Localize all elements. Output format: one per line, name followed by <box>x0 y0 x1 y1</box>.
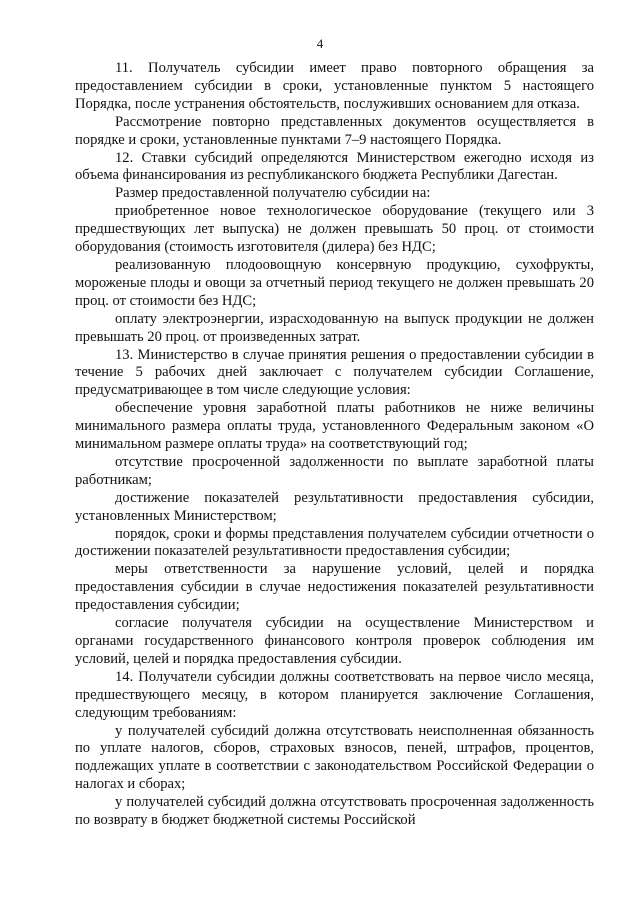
paragraph-budget-debt: у получателей субсидий должна отсутствовать просроченная задолженность по возврату в бюджет бюджетной системы Российской <box>75 794 594 829</box>
paragraph-reporting: порядок, сроки и формы представления получателем субсидии отчетности о достижении показателей результативности предоставления субсидии; <box>75 525 594 560</box>
paragraph-products: реализованную плодоовощную консервную продукцию, сухофрукты, мороженые плоды и овощи за отчетный период текущего не должен превышать 20 проц. от стоимости без НДС; <box>75 256 594 309</box>
paragraph-tax-obligation: у получателей субсидий должна отсутствовать неисполненная обязанность по уплате налогов, сборов, страховых взносов, пеней, штрафов, процентов, подлежащих уплате в соответствии с законодательством Российской Федерации о налогах и сборах; <box>75 722 594 793</box>
paragraph-11: 11. Получатель субсидии имеет право повторного обращения за предоставлением субсидии в сроки, установленные пунктом 5 настоящего Порядка, после устранения обстоятельств, послуживших основанием для отказа. <box>75 60 594 112</box>
paragraph-liability: меры ответственности за нарушение условий, целей и порядка предоставления субсидии в случае недостижения показателей результативности предоставления субсидии; <box>75 561 594 614</box>
paragraph-equipment: приобретенное новое технологическое оборудование (текущего или 3 предшествующих лет выпуска) не должен превышать 50 проц. от стоимости оборудования (стоимость изготовителя (дилера) без НДС; <box>75 203 594 256</box>
paragraph-resubmission: Рассмотрение повторно представленных документов осуществляется в порядке и сроки, установленные пунктами 7–9 настоящего Порядка. <box>75 113 594 148</box>
paragraph-subsidy-size: Размер предоставленной получателю субсидии на: <box>115 185 431 202</box>
page-number: 4 <box>316 36 324 51</box>
paragraph-13: 13. Министерство в случае принятия решения о предоставлении субсидии в течение 5 рабочих дней заключает с получателем субсидии Соглашение, предусматривающее в том числе следующие условия: <box>75 346 594 399</box>
document-body <box>75 60 594 830</box>
paragraph-no-wage-debt: отсутствие просроченной задолженности по выплате заработной платы работникам; <box>75 453 594 488</box>
paragraph-indicators: достижение показателей результативности предоставления субсидии, установленных Министерством; <box>75 489 594 524</box>
paragraph-wages: обеспечение уровня заработной платы работников не ниже величины минимального размера оплаты труда, установленного Федеральным законом «О минимальном размере оплаты труда» на соответствующий год; <box>75 400 594 453</box>
paragraph-12: 12. Ставки субсидий определяются Министерством ежегодно исходя из объема финансирования из республиканского бюджета Республики Дагестан. <box>75 149 594 184</box>
paragraph-consent: согласие получателя субсидии на осуществление Министерством и органами государственного финансового контроля проверок соблюдения им условий, целей и порядка предоставления субсидии. <box>75 615 594 667</box>
paragraph-14: 14. Получатели субсидии должны соответствовать на первое число месяца, предшествующего месяцу, в котором планируется заключение Соглашения, следующим требованиям: <box>75 668 594 721</box>
paragraph-electricity: оплату электроэнергии, израсходованную на выпуск продукции не должен превышать 20 проц. от произведенных затрат. <box>75 310 594 345</box>
